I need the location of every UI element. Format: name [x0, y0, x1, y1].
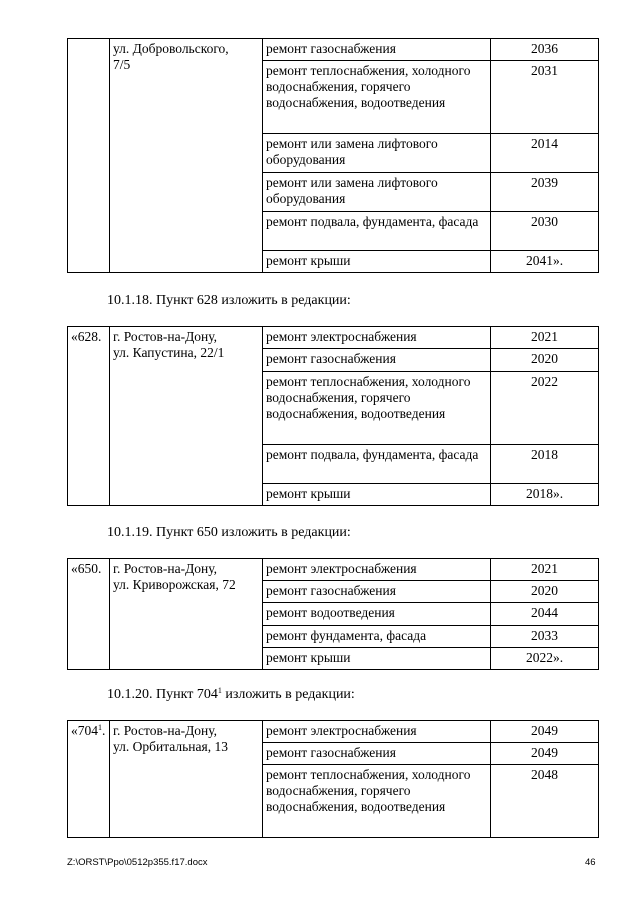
work-cell: ремонт крыши — [263, 484, 491, 506]
work-cell: ремонт крыши — [263, 251, 491, 273]
superscript-index: 1 — [98, 723, 102, 732]
year-cell: 2022 — [491, 372, 599, 445]
year-cell: 2020 — [491, 581, 599, 603]
row-number-cell — [68, 39, 110, 273]
work-cell: ремонт подвала, фундамента, фасада — [263, 212, 491, 251]
work-cell: ремонт фундамента, фасада — [263, 626, 491, 648]
year-cell: 2044 — [491, 603, 599, 626]
work-cell: ремонт теплоснабжения, холодного водоснабжения, горячего водоснабжения, водоотведения — [263, 765, 491, 838]
address-line: г. Ростов-на-Дону, — [113, 561, 218, 576]
address-line: г. Ростов-на-Дону, — [113, 329, 218, 344]
year-cell: 2014 — [491, 134, 599, 173]
paragraph-text: 10.1.20. Пункт 704 — [107, 687, 218, 702]
work-cell: ремонт газоснабжения — [263, 581, 491, 603]
year-cell: 2021 — [491, 327, 599, 349]
year-cell: 2041». — [491, 251, 599, 273]
address-cell — [110, 721, 263, 838]
address-line: ул. Добровольского, — [113, 41, 229, 56]
row-number-text: «704 — [71, 723, 98, 738]
work-cell: ремонт водоотведения — [263, 603, 491, 626]
work-cell: ремонт теплоснабжения, холодного водоснабжения, горячего водоснабжения, водоотведения — [263, 61, 491, 134]
work-cell: ремонт электроснабжения — [263, 327, 491, 349]
work-cell: ремонт газоснабжения — [263, 39, 491, 61]
address-cell — [110, 559, 263, 670]
year-cell: 2020 — [491, 349, 599, 372]
address-line: ул. Капустина, 22/1 — [113, 345, 225, 360]
table-650 — [67, 558, 599, 670]
address-line: 7/5 — [113, 57, 131, 72]
address-line: ул. Орбитальная, 13 — [113, 739, 228, 754]
work-cell: ремонт газоснабжения — [263, 743, 491, 765]
work-cell: ремонт или замена лифтового оборудования — [263, 134, 491, 173]
table-continued — [67, 38, 599, 273]
paragraph-item-650: 10.1.19. Пункт 650 изложить в редакции: — [107, 525, 351, 540]
row-number-cell — [68, 721, 110, 838]
year-cell: 2021 — [491, 559, 599, 581]
paragraph-text: изложить в редакции: — [221, 687, 355, 702]
work-cell: ремонт электроснабжения — [263, 559, 491, 581]
work-cell: ремонт подвала, фундамента, фасада — [263, 445, 491, 484]
superscript-index: 1 — [217, 686, 222, 695]
paragraph-item-704 — [107, 687, 355, 703]
row-number-cell: «650. — [68, 559, 110, 670]
address-line: ул. Криворожская, 72 — [113, 577, 236, 592]
work-cell: ремонт электроснабжения — [263, 721, 491, 743]
footer-page-number: 46 — [585, 857, 596, 868]
paragraph-item-628: 10.1.18. Пункт 628 изложить в редакции: — [107, 293, 351, 308]
row-number-text: . — [102, 723, 106, 738]
year-cell: 2018 — [491, 445, 599, 484]
footer-file-path: Z:\ORST\Ppo\0512p355.f17.docx — [67, 857, 208, 868]
year-cell: 2036 — [491, 39, 599, 61]
row-number-cell: «628. — [68, 327, 110, 506]
year-cell: 2018». — [491, 484, 599, 506]
address-cell — [110, 39, 263, 273]
work-cell: ремонт газоснабжения — [263, 349, 491, 372]
year-cell: 2049 — [491, 743, 599, 765]
year-cell: 2033 — [491, 626, 599, 648]
year-cell: 2048 — [491, 765, 599, 838]
table-628 — [67, 326, 599, 506]
work-cell: ремонт или замена лифтового оборудования — [263, 173, 491, 212]
year-cell: 2030 — [491, 212, 599, 251]
work-cell: ремонт теплоснабжения, холодного водоснабжения, горячего водоснабжения, водоотведения — [263, 372, 491, 445]
year-cell: 2031 — [491, 61, 599, 134]
address-line: г. Ростов-на-Дону, — [113, 723, 218, 738]
work-cell: ремонт крыши — [263, 648, 491, 670]
year-cell: 2022». — [491, 648, 599, 670]
address-cell — [110, 327, 263, 506]
year-cell: 2039 — [491, 173, 599, 212]
table-704-1 — [67, 720, 599, 838]
year-cell: 2049 — [491, 721, 599, 743]
